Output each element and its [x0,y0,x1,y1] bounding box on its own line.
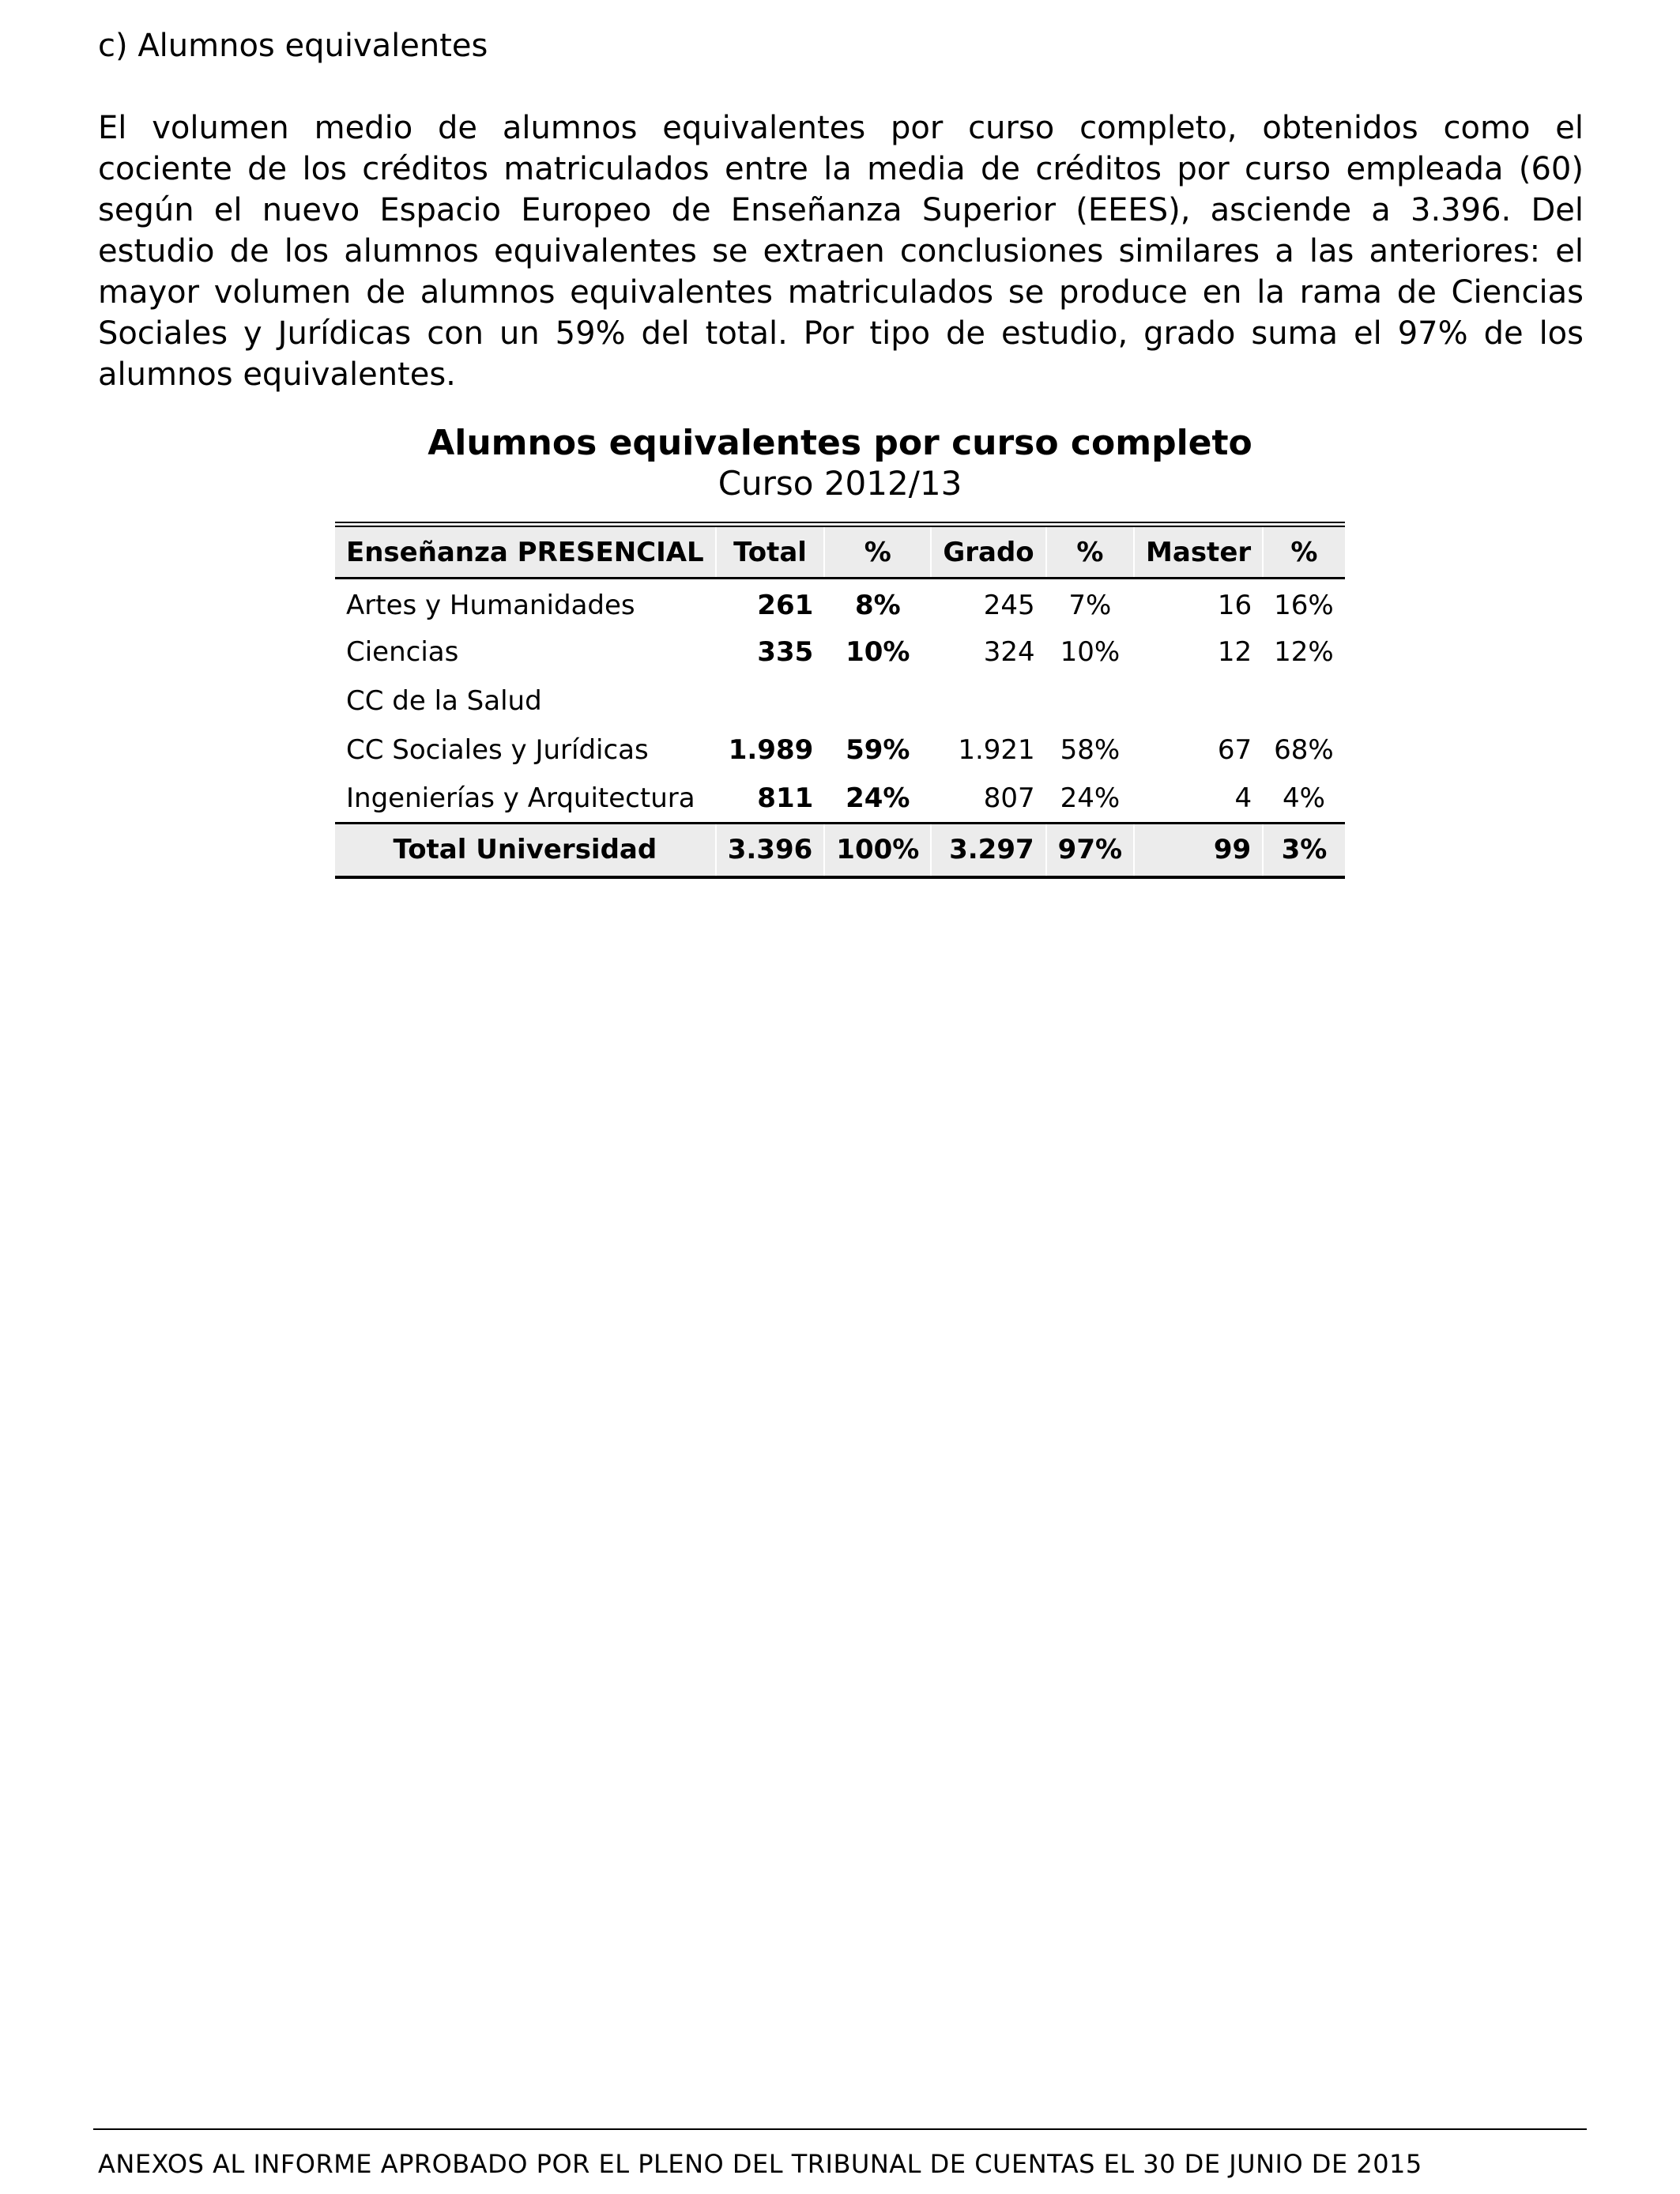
row-total [716,677,825,726]
row-master: 67 [1217,733,1252,766]
row-label: Ingenierías y Arquitectura [346,782,695,814]
paragraph-line: mayor volumen de alumnos equivalentes matriculados se produce en la rama de Ciencias [98,274,1584,311]
header-total-pct: % [824,525,931,579]
paragraph-line: estudio de los alumnos equivalentes se extraen conclusiones similares a las anteriores: el [98,233,1584,270]
total-label: Total Universidad [335,824,716,877]
paragraph-line: alumnos equivalentes. [98,356,456,393]
table-header-row [335,525,1345,579]
table-row [335,775,1345,824]
total-total-pct: 100% [824,824,931,877]
table-row [335,579,1345,628]
row-grado-pct: 10% [1060,635,1121,668]
row-master [1134,677,1263,726]
header-grado: Grado [931,525,1045,579]
row-label: CC de la Salud [346,684,542,717]
row-grado-pct [1046,677,1134,726]
row-label: Ciencias [346,635,459,668]
table-row [335,726,1345,775]
header-master-pct: % [1263,525,1345,579]
row-total-pct: 10% [846,635,910,668]
total-grado-pct: 97% [1046,824,1134,877]
row-grado [931,677,1045,726]
row-grado: 324 [983,635,1035,668]
students-table [335,522,1345,879]
total-total: 3.396 [716,824,825,877]
row-total: 811 [757,782,814,814]
header-master: Master [1134,525,1263,579]
paragraph-line: según el nuevo Espacio Europeo de Enseñanza Superior (EEES), asciende a 3.396. Del [98,192,1584,228]
footer-text: ANEXOS AL INFORME APROBADO POR EL PLENO DEL TRIBUNAL DE CUENTAS EL 30 DE JUNIO DE 2015 [98,2149,1422,2179]
row-master-pct [1263,677,1345,726]
row-master-pct: 16% [1274,590,1334,622]
row-grado-pct: 58% [1060,733,1121,766]
footer-divider [93,2128,1587,2130]
table-row [335,677,1345,726]
table-title: Alumnos equivalentes por curso completo [428,423,1252,463]
row-total: 335 [757,635,814,668]
row-total-pct: 8% [854,590,901,622]
row-grado: 1.921 [958,733,1035,766]
row-master-pct: 68% [1274,733,1334,766]
row-label: CC Sociales y Jurídicas [346,733,649,766]
paragraph-line: El volumen medio de alumnos equivalentes por curso completo, obtenidos como el [98,110,1584,146]
row-total: 261 [757,590,814,622]
row-grado: 807 [983,782,1035,814]
total-grado: 3.297 [931,824,1045,877]
row-total-pct: 24% [846,782,910,814]
paragraph-line: cociente de los créditos matriculados entre la media de créditos por curso empleada (60) [98,151,1584,187]
row-master: 16 [1217,590,1252,622]
row-total: 1.989 [728,733,814,766]
total-master: 99 [1134,824,1263,877]
row-grado-pct: 7% [1068,590,1112,622]
row-total-pct: 59% [846,733,910,766]
row-grado-pct: 24% [1060,782,1121,814]
row-master: 12 [1217,635,1252,668]
row-label: Artes y Humanidades [346,590,635,622]
section-heading: c) Alumnos equivalentes [98,28,488,64]
total-row [335,824,1345,877]
row-master-pct: 12% [1274,635,1334,668]
row-master-pct: 4% [1282,782,1325,814]
row-master: 4 [1234,782,1252,814]
header-grado-pct: % [1046,525,1134,579]
total-master-pct: 3% [1263,824,1345,877]
table-row [335,628,1345,677]
paragraph-line: Sociales y Jurídicas con un 59% del total. Por tipo de estudio, grado suma el 97% de los [98,315,1584,352]
header-label: Enseñanza PRESENCIAL [335,525,716,579]
row-grado: 245 [983,590,1035,622]
header-total: Total [716,525,825,579]
table-subtitle: Curso 2012/13 [718,464,962,503]
row-total-pct [824,677,931,726]
